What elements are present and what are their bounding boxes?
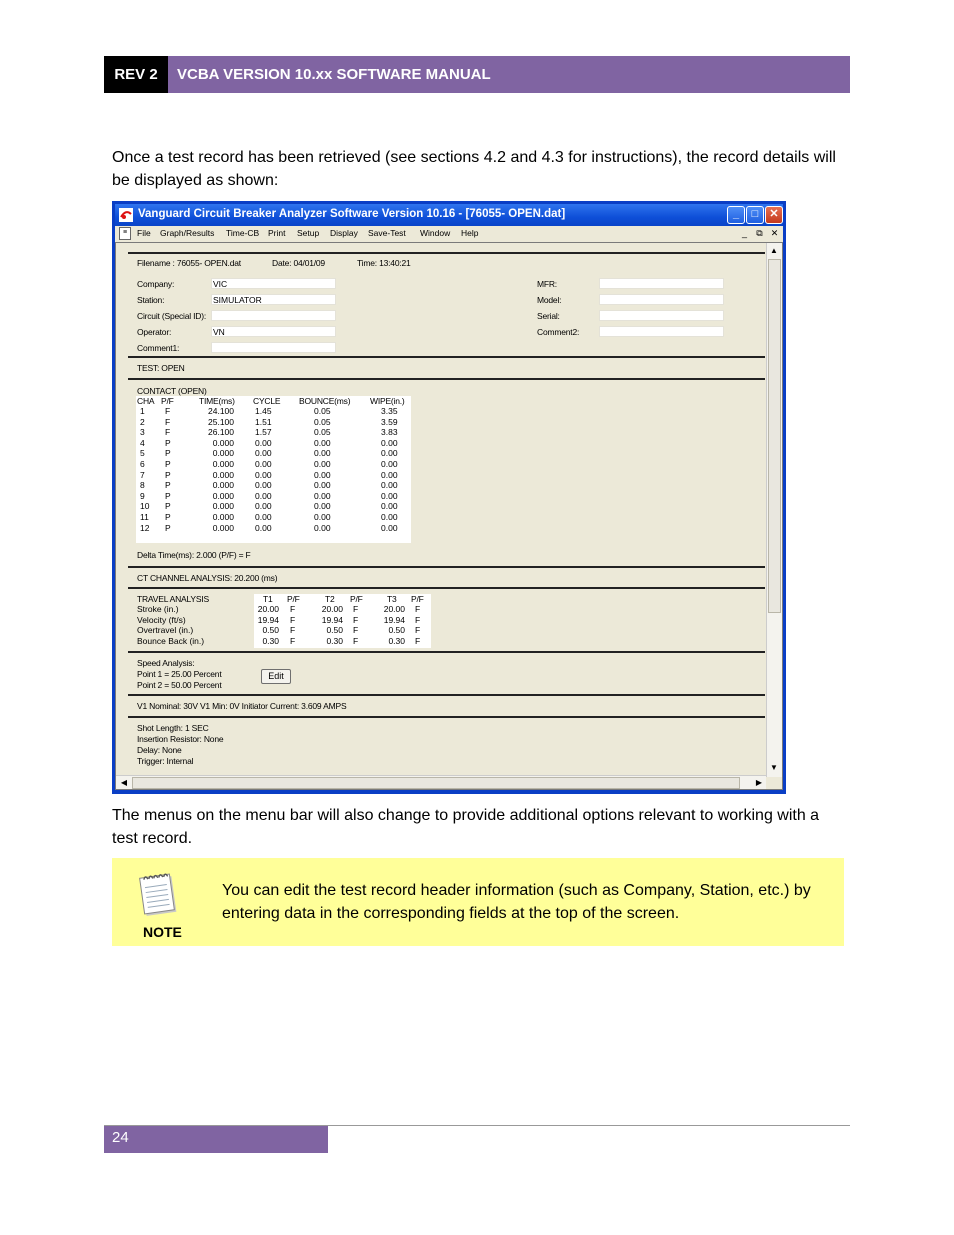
contact-col-cycle-cell: 0.00 [255,490,272,501]
contact-col-bounce-cell: 0.00 [314,448,331,459]
contact-col-pf-cell: F [165,427,171,438]
contact-col-time-cell: 25.100 [208,416,234,427]
scroll-left-icon[interactable]: ◀ [120,778,128,787]
menu-window[interactable]: Window [420,228,451,238]
scroll-up-icon[interactable]: ▲ [770,246,778,255]
menu-time-cb[interactable]: Time-CB [226,228,260,238]
contact-col-cha-cell: 6 [140,458,145,469]
operator-label: Operator: [137,327,172,337]
record-view [115,242,783,790]
maximize-icon[interactable]: □ [746,206,764,224]
contact-col-bounce-cell: 0.00 [314,458,331,469]
note-text: You can edit the test record header information (such as Company, Station, etc.) by entering data in the corresponding fields at the top of the screen. [222,882,811,922]
vertical-scroll-thumb[interactable] [768,259,781,613]
contact-col-bounce-cell: 0.05 [314,427,331,438]
contact-col-cha-cell: 9 [140,490,145,501]
contact-col-time [198,406,234,533]
contact-col-cha-cell: 2 [140,416,145,427]
test-type-section [128,356,765,378]
travel-col-pf3-cell: F [415,614,421,625]
header-rev: REV 2 [104,56,168,93]
travel-col-t1-cell: 20.00 [257,604,279,614]
travel-col-t1 [251,604,279,646]
contact-col-cha-cell: 11 [140,511,149,522]
header-title: VCBA VERSION 10.xx SOFTWARE MANUAL [168,56,850,93]
travel-col-t2-cell: 0.50 [326,625,343,636]
travel-col-pf1-cell: F [290,635,296,646]
contact-col-time-cell: 26.100 [208,427,234,438]
app-logo-icon [119,208,133,222]
col-pf-header: P/F [161,396,174,406]
col-wipe-header: WIPE(in.) [370,396,405,406]
travel-col-t1-cell: 19.94 [257,614,279,625]
circuit-field[interactable] [211,310,336,321]
comment2-field[interactable] [599,326,724,337]
travel-col-pf3-cell: F [415,604,421,614]
comment1-label: Comment1: [137,343,180,353]
contact-col-wipe-cell: 0.00 [381,522,398,533]
contact-title: CONTACT (OPEN) [137,386,207,396]
contact-col-cycle-cell: 0.00 [255,458,272,469]
circuit-label: Circuit (Special ID): [137,311,207,321]
travel-col-pf1-cell: F [290,614,296,625]
contact-col-wipe [381,406,398,533]
contact-col-pf-cell: P [165,511,171,522]
contact-col-cha-cell: 12 [140,522,150,533]
travel-col-pf2-cell: F [353,614,359,625]
contact-col-cha [140,406,149,533]
contact-col-wipe-cell: 0.00 [381,480,398,491]
contact-col-pf-cell: P [165,437,171,448]
time-label: Time: 13:40:21 [357,258,411,268]
window-title: Vanguard Circuit Breaker Analyzer Software Version 10.16 - [76055- OPEN.dat] [138,208,566,220]
contact-col-bounce-cell: 0.00 [314,501,331,512]
travel-col-t3-cell: 20.00 [383,604,405,614]
contact-col-cycle-cell: 1.45 [255,406,272,416]
contact-col-cycle-cell: 0.00 [255,480,272,491]
speed-title: Speed Analysis: [137,658,195,668]
contact-col-time-cell: 0.000 [212,501,234,512]
contact-col-pf-cell: P [165,501,171,512]
serial-label: Serial: [537,311,560,321]
contact-col-time-cell: 0.000 [212,480,234,491]
travel-col-t1-cell: 0.30 [262,635,279,646]
comment2-label: Comment2: [537,327,580,337]
contact-col-cycle-cell: 0.00 [255,501,272,512]
contact-col-wipe-cell: 0.00 [381,501,398,512]
contact-col-bounce-cell: 0.00 [314,511,331,522]
menu-file[interactable]: File [137,228,151,238]
travel-t2-header: T2 [325,594,335,604]
contact-col-cycle-cell: 0.00 [255,511,272,522]
note-label: NOTE [143,924,182,940]
contact-col-pf-cell: F [165,416,171,427]
insertion-resistor: Insertion Resistor: None [137,734,224,744]
delay: Delay: None [137,745,182,755]
contact-col-wipe-cell: 0.00 [381,458,398,469]
contact-section [128,378,765,567]
contact-col-time-cell: 0.000 [212,448,234,459]
contact-col-time-cell: 24.100 [208,406,234,416]
note-box [112,858,844,946]
delta-time: Delta Time(ms): 2.000 (P/F) = F [137,550,251,560]
travel-row-labels-cell: Bounce Back (in.) [137,635,205,646]
menu-print[interactable]: Print [268,228,286,238]
travel-col-t3-cell: 0.50 [388,625,405,636]
travel-col-t1-cell: 0.50 [262,625,279,636]
menu-display[interactable]: Display [330,228,358,238]
company-field[interactable]: VIC [211,278,336,289]
mdi-close-icon[interactable]: ✕ [770,228,779,238]
travel-col-t3 [374,604,405,646]
test-type: TEST: OPEN [137,363,185,373]
shot-length: Shot Length: 1 SEC [137,723,209,733]
travel-col-pf2 [353,604,358,646]
contact-col-bounce-cell: 0.05 [314,416,331,427]
travel-pf3-header: P/F [411,594,424,604]
company-label: Company: [137,279,175,289]
travel-row-labels-cell: Stroke (in.) [137,604,179,614]
mdi-minimize-icon[interactable]: _ [741,228,747,238]
contact-col-pf-cell: P [165,458,171,469]
speed-section [128,651,765,695]
contact-col-wipe-cell: 0.00 [381,511,398,522]
contact-table-bg [136,396,411,543]
contact-col-pf-cell: P [165,469,171,480]
contact-col-pf-cell: P [165,448,171,459]
travel-col-pf3 [415,604,420,646]
menu-setup[interactable]: Setup [297,228,320,238]
contact-col-bounce [314,406,331,533]
mdi-restore-icon[interactable]: ⧉ [756,228,763,238]
menu-bar [115,226,783,242]
col-cha-header: CHA [137,396,155,406]
col-bounce-header: BOUNCE(ms) [299,396,351,406]
contact-col-wipe-cell: 0.00 [381,448,398,459]
menu-save-test[interactable]: Save-Test [368,228,406,238]
contact-col-cha-cell: 10 [140,501,150,512]
contact-col-wipe-cell: 0.00 [381,469,398,480]
contact-col-pf [165,406,171,533]
travel-col-pf2-cell: F [353,625,359,636]
close-icon[interactable]: ✕ [765,206,783,224]
edit-button[interactable]: Edit [261,669,291,684]
filename-label: Filename : 76055- OPEN.dat [137,258,241,268]
contact-col-time-cell: 0.000 [212,437,234,448]
operator-field[interactable]: VN [211,326,336,337]
contact-col-bounce-cell: 0.00 [314,469,331,480]
scroll-down-icon[interactable]: ▼ [770,763,778,772]
page-number: 24 [104,1126,328,1153]
col-cycle-header: CYCLE [253,396,281,406]
travel-col-t2-cell: 20.00 [321,604,343,614]
menu-help[interactable]: Help [461,228,479,238]
nominal-voltage: V1 Nominal: 30V V1 Min: 0V Initiator Current: 3.609 AMPS [137,701,347,711]
menu-graph-results[interactable]: Graph/Results [160,228,215,238]
contact-col-bounce-cell: 0.00 [314,480,331,491]
contact-col-time-cell: 0.000 [212,511,234,522]
travel-section [128,587,765,652]
travel-col-pf1-cell: F [290,604,296,614]
intro-paragraph: Once a test record has been retrieved (see sections 4.2 and 4.3 for instructions), the record details will be displayed as shown: [112,149,836,189]
travel-col-pf1 [290,604,295,646]
vertical-scrollbar[interactable] [766,243,782,777]
date-label: Date: 04/01/09 [272,258,325,268]
nominal-section [128,694,765,716]
station-field[interactable]: SIMULATOR [211,294,336,305]
contact-col-cycle-cell: 1.57 [255,427,272,438]
comment1-field[interactable] [211,342,336,353]
mfr-label: MFR: [537,279,557,289]
travel-col-pf2-cell: F [353,604,359,614]
contact-col-bounce-cell: 0.00 [314,437,331,448]
travel-row-labels-cell: Overtravel (in.) [137,625,194,636]
travel-title: TRAVEL ANALYSIS [137,594,209,604]
contact-col-wipe-cell: 3.59 [381,416,398,427]
document-icon[interactable]: ≡ [119,227,131,240]
contact-col-cha-cell: 4 [140,437,145,448]
scroll-right-icon[interactable]: ▶ [755,778,763,787]
col-time-header: TIME(ms) [199,396,235,406]
trigger: Trigger: Internal [137,756,194,766]
contact-col-pf-cell: P [165,480,171,491]
travel-col-pf3-cell: F [415,635,421,646]
record-header-section [128,252,765,356]
contact-col-pf-cell: P [165,490,171,501]
contact-col-pf-cell: F [165,406,171,416]
travel-col-t2-cell: 19.94 [321,614,343,625]
travel-row-labels [137,604,204,646]
contact-col-cycle [255,406,272,533]
contact-col-cha-cell: 3 [140,427,145,438]
serial-field[interactable] [599,310,724,321]
station-label: Station: [137,295,165,305]
contact-col-pf-cell: P [165,522,171,533]
travel-pf2-header: P/F [350,594,363,604]
travel-row-labels-cell: Velocity (ft/s) [137,614,186,625]
ct-channel-analysis: CT CHANNEL ANALYSIS: 20.200 (ms) [137,573,278,583]
contact-col-time-cell: 0.000 [212,522,234,533]
app-window [112,201,786,794]
horizontal-scroll-thumb[interactable] [132,777,740,789]
travel-col-pf3-cell: F [415,625,421,636]
travel-t1-header: T1 [263,594,273,604]
ct-channel-section [128,566,765,588]
model-label: Model: [537,295,562,305]
model-field[interactable] [599,294,724,305]
contact-col-bounce-cell: 0.00 [314,490,331,501]
shot-section [128,716,765,776]
contact-col-wipe-cell: 0.00 [381,437,398,448]
contact-col-time-cell: 0.000 [212,469,234,480]
contact-col-time-cell: 0.000 [212,458,234,469]
contact-col-cha-cell: 5 [140,448,145,459]
travel-col-t2 [312,604,343,646]
contact-col-bounce-cell: 0.05 [314,406,331,416]
contact-col-time-cell: 0.000 [212,490,234,501]
contact-col-wipe-cell: 3.35 [381,406,398,416]
contact-col-wipe-cell: 0.00 [381,490,398,501]
travel-col-pf1-cell: F [290,625,296,636]
contact-col-cycle-cell: 0.00 [255,448,272,459]
contact-col-bounce-cell: 0.00 [314,522,331,533]
contact-col-cycle-cell: 0.00 [255,437,272,448]
travel-col-pf2-cell: F [353,635,359,646]
contact-col-cha-cell: 8 [140,480,145,491]
title-bar[interactable] [115,204,783,226]
after-paragraph: The menus on the menu bar will also change to provide additional options relevant to working with a test record. [112,807,820,847]
horizontal-scrollbar[interactable] [116,775,766,790]
contact-col-cycle-cell: 0.00 [255,469,272,480]
speed-point1: Point 1 = 25.00 Percent [137,669,222,679]
notepad-icon [136,868,186,918]
travel-col-t3-cell: 19.94 [383,614,405,625]
contact-col-cycle-cell: 1.51 [255,416,272,427]
mfr-field[interactable] [599,278,724,289]
travel-col-t2-cell: 0.30 [326,635,343,646]
contact-col-wipe-cell: 3.83 [381,427,398,438]
travel-col-t3-cell: 0.30 [388,635,405,646]
minimize-icon[interactable]: _ [727,206,745,224]
contact-col-cha-cell: 1 [140,406,145,416]
contact-col-cha-cell: 7 [140,469,145,480]
travel-pf1-header: P/F [287,594,300,604]
speed-point2: Point 2 = 50.00 Percent [137,680,222,690]
contact-col-cycle-cell: 0.00 [255,522,272,533]
travel-t3-header: T3 [387,594,397,604]
